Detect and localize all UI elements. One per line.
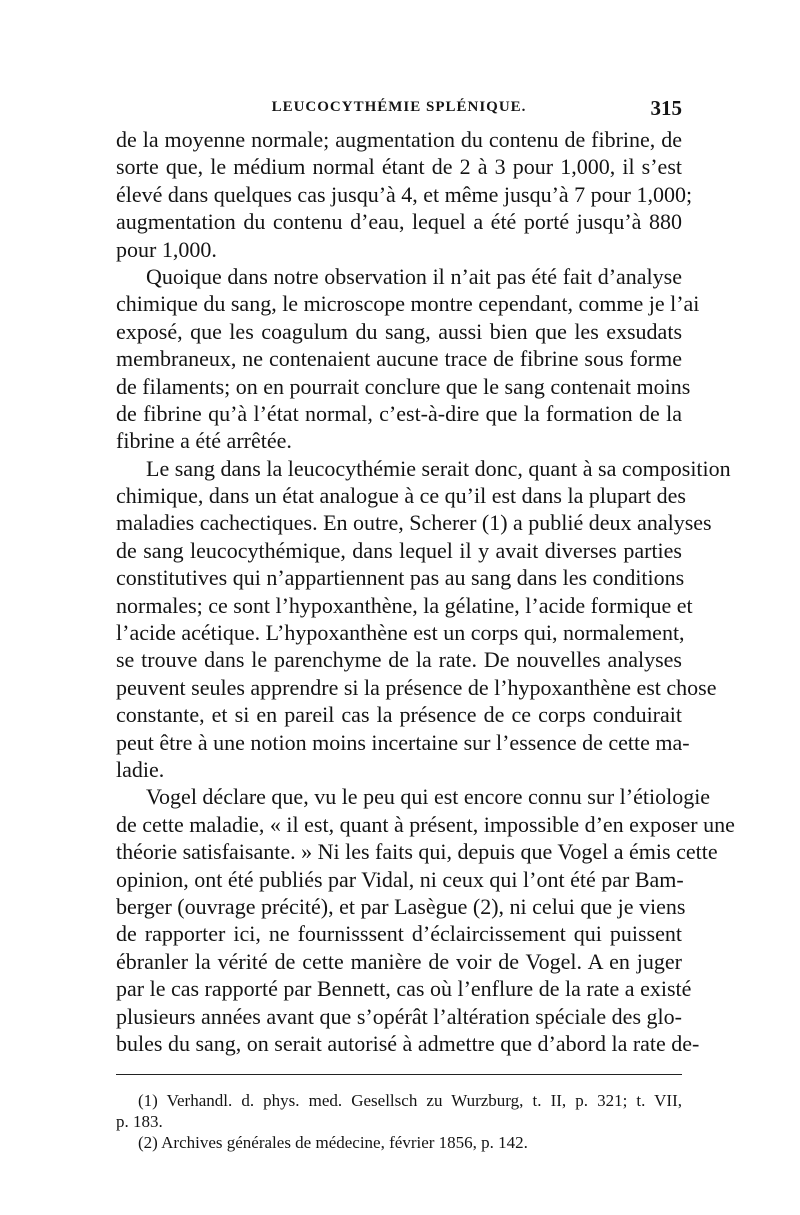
text-line: de rapporter ici, ne fournisssent d’éclaircissement qui puissent: [116, 921, 682, 947]
text-line: se trouve dans le parenchyme de la rate. De nouvelles analyses: [116, 647, 682, 673]
text-line: de sang leucocythémique, dans lequel il y avait diverses parties: [116, 537, 682, 563]
text-line: berger (ouvrage précité), et par Lasègue (2), ni celui que je viens: [116, 893, 686, 919]
footnote-line: p. 183.: [116, 1112, 163, 1131]
text-line: élevé dans quelques cas jusqu’à 4, et même jusqu’à 7 pour 1,000;: [116, 181, 693, 207]
text-line: constante, et si en pareil cas la présence de ce corps conduirait: [116, 702, 682, 728]
text-line: Le sang dans la leucocythémie serait donc, quant à sa composition: [146, 455, 731, 481]
running-head: [116, 96, 682, 120]
page-number: 315: [650, 96, 682, 120]
text-line: chimique du sang, le microscope montre cependant, comme je l’ai: [116, 291, 700, 317]
text-line: par le cas rapporté par Bennett, cas où l’enflure de la rate a existé: [116, 976, 692, 1002]
text-line: peuvent seules apprendre si la présence de l’hypoxanthène est chose: [116, 674, 717, 700]
text-line: Vogel déclare que, vu le peu qui est encore connu sur l’étiologie: [146, 784, 711, 810]
text-line: chimique, dans un état analogue à ce qu’il est dans la plupart des: [116, 483, 686, 509]
body-text: [116, 126, 735, 1057]
text-line: sorte que, le médium normal étant de 2 à 3 pour 1,000, il s’est: [116, 154, 682, 180]
footnotes: [116, 1090, 682, 1153]
text-line: Quoique dans notre observation il n’ait pas été fait d’analyse: [146, 263, 682, 289]
text-line: plusieurs années avant que s’opérât l’altération spéciale des glo-: [116, 1003, 682, 1029]
text-line: ébranler la vérité de cette manière de voir de Vogel. A en juger: [116, 948, 682, 974]
text-line: de filaments; on en pourrait conclure que le sang contenait moins: [116, 373, 691, 399]
text-line: augmentation du contenu d’eau, lequel a été porté jusqu’à 880: [116, 209, 682, 235]
footnote-line: (1) Verhandl. d. phys. med. Gesellsch zu Wurzburg, t. II, p. 321; t. VII,: [138, 1091, 682, 1110]
text-line: peut être à une notion moins incertaine sur l’essence de cette ma-: [116, 729, 690, 755]
text-line: constitutives qui n’appartiennent pas au sang dans les conditions: [116, 565, 685, 591]
text-line: bules du sang, on serait autorisé à admettre que d’abord la rate de-: [116, 1030, 700, 1056]
text-line: de fibrine qu’à l’état normal, c’est-à-dire que la formation de la: [116, 400, 682, 426]
text-line: opinion, ont été publiés par Vidal, ni ceux qui l’ont été par Bam-: [116, 866, 684, 892]
text-line: exposé, que les coagulum du sang, aussi bien que les exsudats: [116, 318, 682, 344]
text-line: membraneux, ne contenaient aucune trace de fibrine sous forme: [116, 346, 682, 372]
text-line: fibrine a été arrêtée.: [116, 428, 292, 454]
text-line: maladies cachectiques. En outre, Scherer (1) a publié deux analyses: [116, 510, 712, 536]
footnote-line: (2) Archives générales de médecine, février 1856, p. 142.: [138, 1133, 528, 1152]
text-line: normales; ce sont l’hypoxanthène, la gélatine, l’acide formique et: [116, 592, 693, 618]
footnote-divider: [116, 1074, 682, 1075]
text-line: théorie satisfaisante. » Ni les faits qui, depuis que Vogel a émis cette: [116, 839, 718, 865]
text-line: de la moyenne normale; augmentation du contenu de fibrine, de: [116, 127, 682, 152]
text-line: l’acide acétique. L’hypoxanthène est un corps qui, normalement,: [116, 620, 685, 646]
text-line: de cette maladie, « il est, quant à présent, impossible d’en exposer une: [116, 811, 735, 837]
running-title: LEUCOCYTHÉMIE SPLÉNIQUE.: [271, 99, 527, 115]
text-line: pour 1,000.: [116, 236, 217, 262]
text-line: ladie.: [116, 756, 165, 782]
